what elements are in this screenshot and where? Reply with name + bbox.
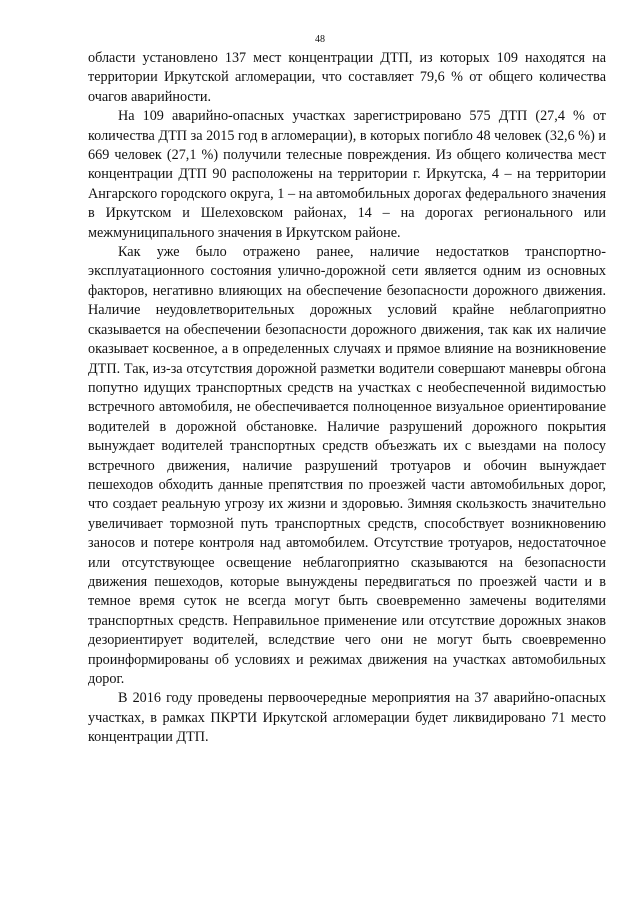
paragraph-accident-sites: На 109 аварийно-опасных участках зарегистрировано 575 ДТП (27,4 % от количества ДТП за 2015 год в агломерации), в которых погибло 48 человек (32,6 %) и 669 человек (27,1 %) получили телесные повреждения. Из общего количества мест концентрации ДТП 90 расположены на территории г. Иркутска, 4 – на территории Ангарского городского округа, 1 – на автомобильных дорогах федерального значения в Иркутском и Шелеховском районах, 14 – на дорогах регионального или межмуниципального значения в Иркутском районе. xyxy=(88,108,606,241)
page-number: 48 xyxy=(315,34,325,45)
body-text xyxy=(88,49,606,748)
paragraph-continuation: области установлено 137 мест концентрации ДТП, из которых 109 находятся на территории Иркутской агломерации, что составляет 79,6 % от общего количества очагов аварийности. xyxy=(88,50,606,105)
paragraph-road-conditions: Как уже было отражено ранее, наличие недостатков транспортно-эксплуатационного состояния улично-дорожной сети является одним из основных факторов, негативно влияющих на обеспечение безопасности дорожного движения. Наличие неудовлетворительных дорожных условий крайне неблагоприятно сказывается на обеспечении безопасности дорожного движения, так как их наличие оказывает косвенное, а в определенных случаях и прямое влияние на возникновение ДТП. Так, из-за отсутствия дорожной разметки водители совершают маневры обгона попутно идущих транспортных средств на участках с необеспеченной видимостью встречного автомобиля, не обеспечивается полноценное визуальное ориентирование водителей в дорожной обстановке. Наличие разрушений дорожного покрытия вынуждает водителей транспортных средств объезжать их с выездами на полосу встречного движения, наличие разрушений тротуаров и обочин вынуждает пешеходов обходить данные препятствия по проезжей части автомобильных дорог, что создает реальную угрозу их жизни и здоровью. Зимняя скользкость значительно увеличивает тормозной путь транспортных средств, способствует возникновению заносов и потере контроля над автомобилем. Отсутствие тротуаров, недостаточное или отсутствующее освещение неблагоприятно сказываются на безопасности движения пешеходов, которые вынуждены передвигаться по проезжей части и в темное время суток не всегда могут быть своевременно замечены водителями транспортных средств. Неправильное применение или отсутствие дорожных знаков дезориентирует водителей, вследствие чего они не могут быть своевременно проинформированы об условиях и режимах движения на участках автомобильных дорог. xyxy=(88,244,606,687)
paragraph-measures-2016: В 2016 году проведены первоочередные мероприятия на 37 аварийно-опасных участках, в рамках ПКРТИ Иркутской агломерации будет ликвидировано 71 место концентрации ДТП. xyxy=(88,690,606,746)
